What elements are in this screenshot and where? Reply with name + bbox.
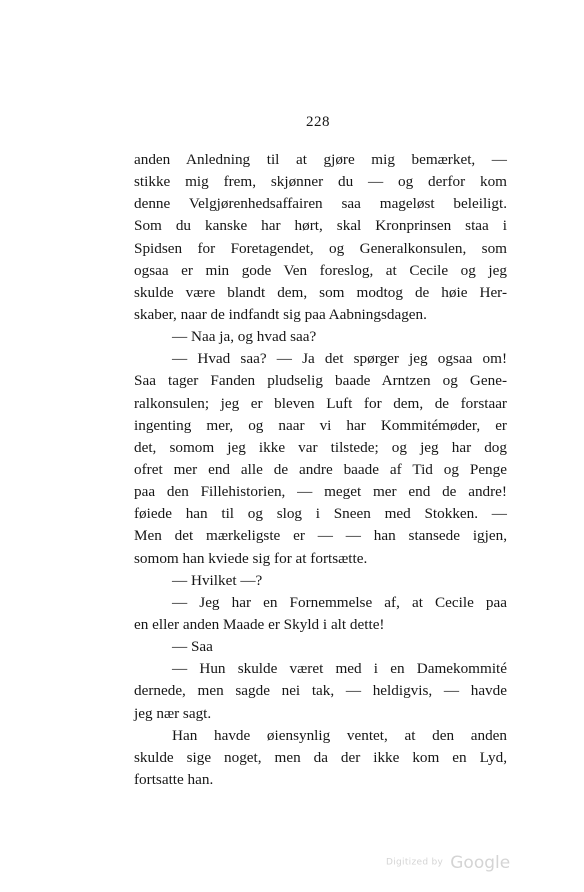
text-line: — Hvad saa? — Ja det spørger jeg ogsaa om!	[172, 350, 507, 368]
text-line: fortsatte han.	[134, 770, 214, 788]
text-line: skulde være blandt dem, som modtog de høie Her-	[134, 283, 507, 301]
body-text	[134, 149, 507, 791]
text-line: Men det mærkeligste er — — han stansede igjen,	[134, 527, 507, 545]
text-line: føiede han til og slog i Sneen med Stokken. —	[134, 505, 507, 523]
text-line: — Saa	[172, 638, 213, 656]
text-line: paa den Fillehistorien, — meget mer end de andre!	[134, 483, 507, 501]
text-line: denne Velgjørenhedsaffairen saa mageløst beleiligt.	[134, 195, 507, 213]
text-line: stikke mig frem, skjønner du — og derfor kom	[134, 173, 507, 191]
text-line: Spidsen for Foretagendet, og Generalkonsulen, som	[134, 239, 507, 257]
text-line: jeg nær sagt.	[134, 704, 212, 722]
text-line: ingenting mer, og naar vi har Kommitémøder, er	[134, 416, 507, 434]
text-line: ralkonsulen; jeg er bleven Luft for dem, de forstaar	[134, 394, 507, 412]
text-line: skulde sige noget, men da der ikke kom en Lyd,	[134, 748, 507, 766]
text-line: Han havde øiensynlig ventet, at den anden	[172, 726, 507, 744]
page-number: 228	[306, 114, 330, 130]
text-line: — Jeg har en Fornemmelse af, at Cecile paa	[172, 593, 507, 611]
text-line: skaber, naar de indfandt sig paa Aabningsdagen.	[134, 305, 427, 323]
text-line: somom han kviede sig for at fortsætte.	[134, 549, 368, 567]
text-line: Som du kanske har hørt, skal Kronprinsen staa i	[134, 217, 507, 235]
watermark-prefix: Digitized by	[386, 857, 444, 868]
text-line: Saa tager Fanden pludselig baade Arntzen og Gene-	[134, 372, 507, 390]
text-line: — Hun skulde været med i en Damekommité	[172, 660, 507, 678]
text-line: ogsaa er min gode Ven foreslog, at Cecile og jeg	[134, 261, 507, 279]
text-line: en eller anden Maade er Skyld i alt dette!	[134, 615, 385, 633]
text-line: dernede, men sagde nei tak, — heldigvis, — havde	[134, 682, 507, 700]
google-logo: Google	[450, 852, 511, 873]
text-line: — Hvilket —?	[172, 571, 263, 589]
text-line: det, somom jeg ikke var tilstede; og jeg har dog	[134, 438, 507, 456]
text-line: anden Anledning til at gjøre mig bemærket, —	[134, 151, 507, 168]
text-line: ofret mer end alle de andre baade af Tid og Penge	[134, 460, 507, 478]
text-line: — Naa ja, og hvad saa?	[172, 328, 317, 346]
google-watermark	[386, 852, 510, 873]
